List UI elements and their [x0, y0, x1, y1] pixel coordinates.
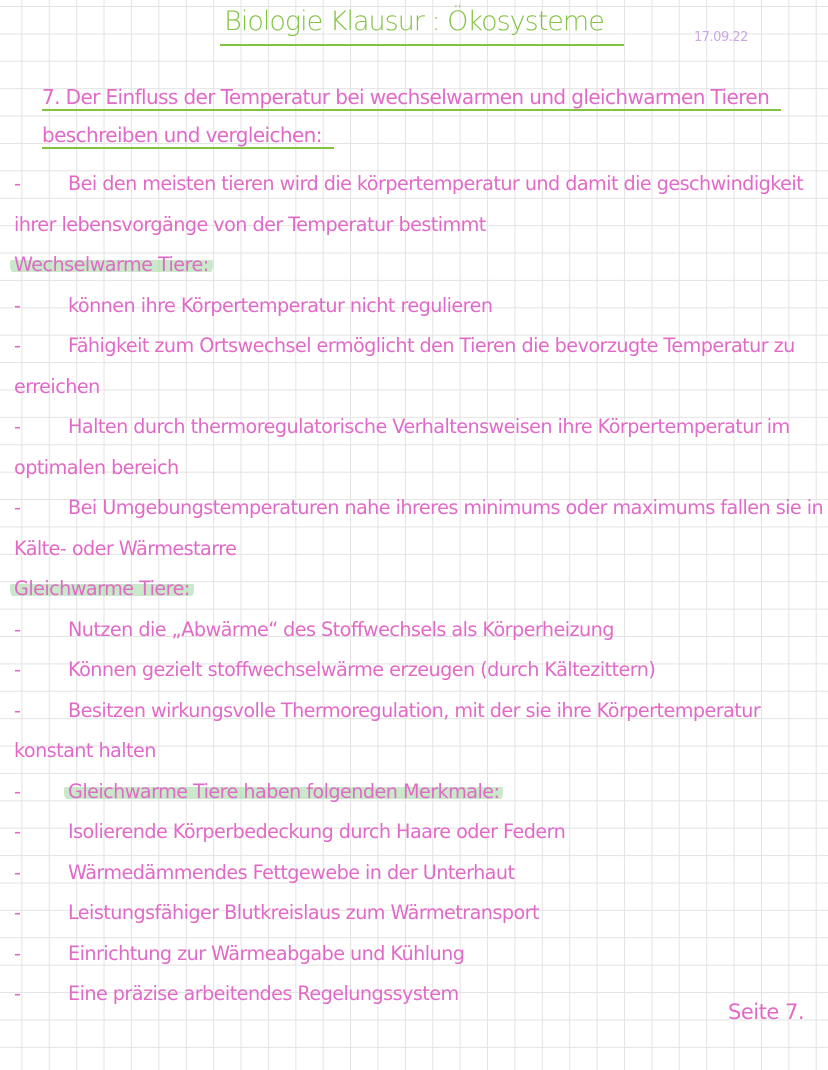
- bullet-dash: -: [14, 941, 21, 965]
- task-heading-line-1: 7. Der Einfluss der Temperatur bei wechselwarmen und gleichwarmen Tieren: [42, 78, 781, 116]
- task-heading-line-2: beschreiben und vergleichen:: [42, 116, 334, 154]
- list-item: [14, 164, 824, 205]
- notes-body: [14, 164, 824, 1015]
- bullet-dash: -: [14, 860, 21, 884]
- list-item: [14, 407, 824, 448]
- section-heading-gleichwarm: [14, 569, 824, 610]
- list-item-text: Isolierende Körperbedeckung durch Haare oder Federn: [68, 820, 566, 843]
- list-item: [14, 650, 824, 691]
- bullet-dash: -: [14, 901, 21, 924]
- list-item: [14, 286, 824, 327]
- list-item: [14, 610, 824, 651]
- intro-text-cont: ihrer lebensvorgänge von der Temperatur bestimmt: [14, 212, 486, 236]
- bullet-dash: -: [14, 658, 21, 681]
- continuation-line: [14, 367, 824, 408]
- list-item-text: Nutzen die „Abwärme“ des Stoffwechsels als Körperheizung: [68, 617, 614, 641]
- page-number: Seite 7.: [728, 1000, 804, 1024]
- list-item: [14, 772, 824, 813]
- continuation-line: [14, 529, 824, 570]
- bullet-dash: -: [14, 172, 21, 195]
- list-item-text-cont: Kälte- oder Wärmestarre: [14, 536, 237, 560]
- intro-text: Bei den meisten tieren wird die körpertemperatur und damit die geschwindigkeit: [68, 172, 804, 195]
- bullet-dash: -: [14, 982, 21, 1005]
- list-item-text-cont: optimalen bereich: [14, 455, 179, 479]
- list-item-text: können ihre Körpertemperatur nicht regulieren: [68, 293, 493, 317]
- bullet-dash: -: [14, 334, 21, 357]
- page-date: 17.09.22: [694, 30, 748, 45]
- bullet-dash: -: [14, 698, 21, 722]
- list-item: [14, 488, 824, 529]
- list-item: [14, 326, 824, 367]
- list-item-text: Einrichtung zur Wärmeabgabe und Kühlung: [68, 941, 465, 965]
- list-item-text-cont: konstant halten: [14, 739, 156, 762]
- list-item-text: Leistungsfähiger Blutkreislaus zum Wärmetransport: [68, 901, 539, 924]
- bullet-dash: -: [14, 415, 21, 438]
- list-item-text: Können gezielt stoffwechselwärme erzeugen (durch Kältezittern): [68, 658, 656, 681]
- list-item: [14, 893, 824, 934]
- task-heading: [42, 78, 802, 154]
- list-item: [14, 691, 824, 732]
- list-item-text-cont: erreichen: [14, 374, 100, 398]
- bullet-dash: -: [14, 293, 21, 317]
- bullet-dash: -: [14, 617, 21, 641]
- list-item-text: Halten durch thermoregulatorische Verhaltensweisen ihre Körpertemperatur im: [68, 415, 790, 438]
- list-item: [14, 812, 824, 853]
- list-item: [14, 934, 824, 975]
- list-item-text: Fähigkeit zum Ortswechsel ermöglicht den Tieren die bevorzugte Temperatur zu: [68, 334, 795, 357]
- highlighted-heading: Gleichwarme Tiere:: [10, 577, 194, 600]
- bullet-dash: -: [14, 779, 21, 803]
- list-item-text: Wärmedämmendes Fettgewebe in der Unterhaut: [68, 860, 515, 884]
- page-title: Biologie Klausur : Ökosysteme: [224, 6, 604, 37]
- highlighted-heading: Wechselwarme Tiere:: [10, 253, 213, 276]
- continuation-line: [14, 205, 824, 246]
- title-underline: [220, 44, 624, 46]
- list-item-text: Eine präzise arbeitendes Regelungssystem: [68, 982, 459, 1005]
- list-item: [14, 853, 824, 894]
- list-item-text: Besitzen wirkungsvolle Thermoregulation, mit der sie ihre Körpertemperatur: [68, 698, 761, 722]
- list-item-text: Bei Umgebungstemperaturen nahe ihreres minimums oder maximums fallen sie in: [68, 496, 824, 519]
- highlighted-subheading: Gleichwarme Tiere haben folgenden Merkmale:: [64, 780, 503, 803]
- bullet-dash: -: [14, 820, 21, 843]
- list-item: [14, 974, 824, 1015]
- section-heading-wechselwarm: [14, 245, 824, 286]
- continuation-line: [14, 448, 824, 489]
- continuation-line: [14, 731, 824, 772]
- bullet-dash: -: [14, 496, 21, 519]
